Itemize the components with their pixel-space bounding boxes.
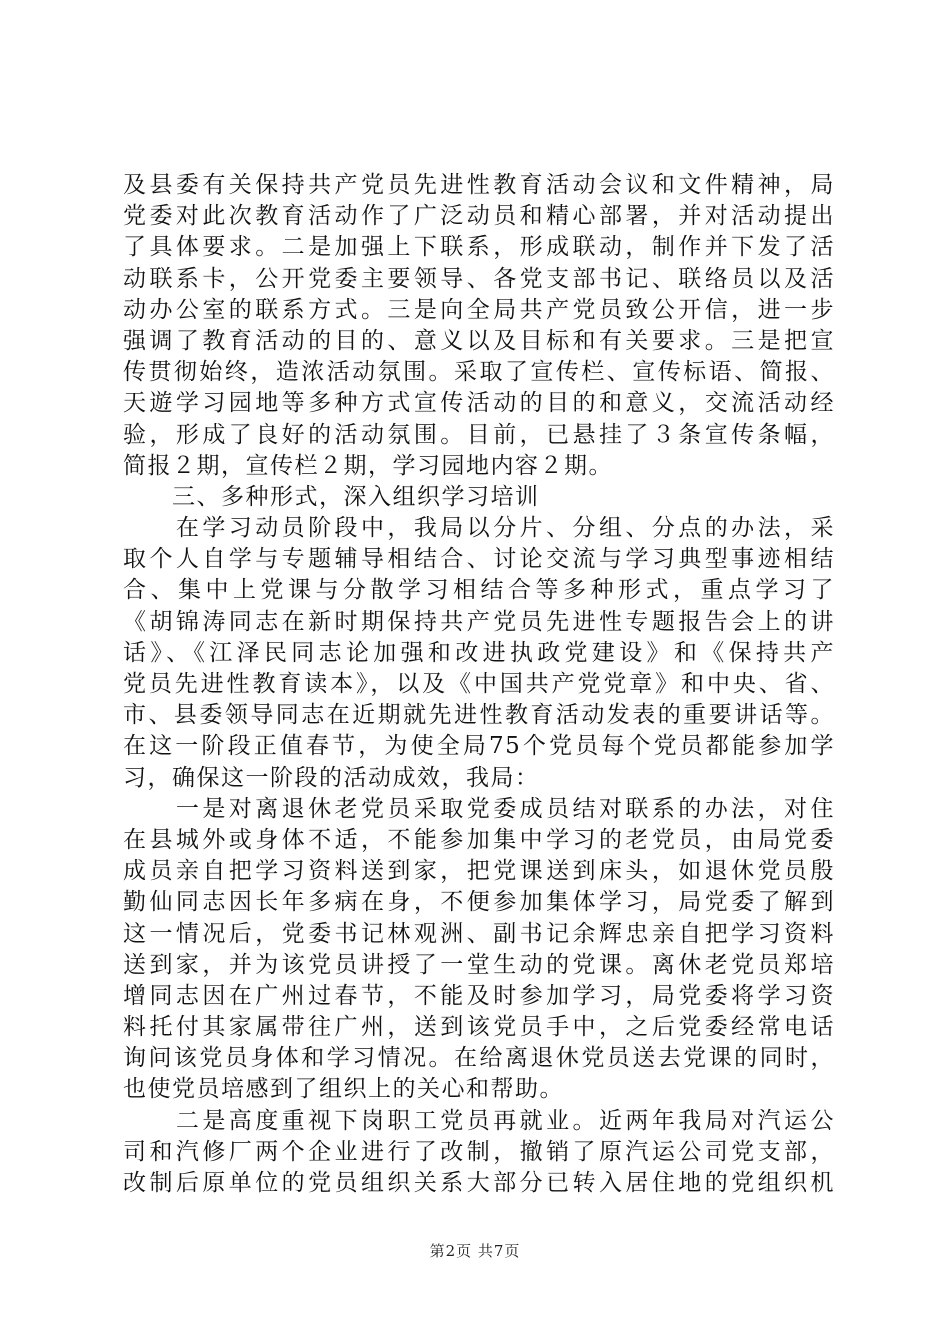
text-line: 这一情况后，党委书记林观洲、副书记余辉忠亲自把学习资料 <box>123 920 835 947</box>
text-line: 党员先进性教育读本》，以及《中国共产党党章》和中央、省、 <box>123 671 835 697</box>
text-line: 取个人自学与专题辅导相结合、讨论交流与学习典型事迹相结 <box>123 546 835 573</box>
text-line: 市、县委领导同志在近期就先进性教育活动发表的重要讲话等。 <box>123 702 835 729</box>
text-line: 勤仙同志因长年多病在身，不便参加集体学习，局党委了解到 <box>123 889 835 916</box>
section-heading: 三、多种形式，深入组织学习培训 <box>123 483 540 510</box>
document-body <box>123 170 835 1199</box>
text-line: 验，形成了良好的活动氛围。目前，已悬挂了３条宣传条幅， <box>123 421 835 448</box>
text-line: 传贯彻始终，造浓活动氛围。采取了宣传栏、宣传标语、简报、 <box>123 359 835 386</box>
text-line: 增同志因在广州过春节，不能及时参加学习，局党委将学习资 <box>123 982 835 1009</box>
text-line: 动办公室的联系方式。三是向全局共产党员致公开信，进一步 <box>123 296 835 323</box>
text-line: 二是高度重视下岗职工党员再就业。近两年我局对汽运公 <box>123 1107 835 1134</box>
text-line: 在学习动员阶段中，我局以分片、分组、分点的办法，采 <box>123 515 835 542</box>
text-line: 天遊学习园地等多种方式宣传活动的目的和意义，交流活动经 <box>123 390 835 417</box>
text-line: 询问该党员身体和学习情况。在给离退休党员送去党课的同时， <box>123 1045 835 1072</box>
text-line: 了具体要求。二是加强上下联系，形成联动，制作并下发了活 <box>123 234 835 261</box>
page-footer: 第2页 共7页 <box>429 1242 521 1260</box>
text-line: 党委对此次教育活动作了广泛动员和精心部署，并对活动提出 <box>123 203 835 230</box>
text-line: 话》、《江泽民同志论加强和改进执政党建设》和《保持共产 <box>123 639 835 666</box>
text-line: 送到家，并为该党员讲授了一堂生动的党课。离休老党员郑培 <box>123 951 835 978</box>
text-line: 成员亲自把学习资料送到家，把党课送到床头，如退休党员殷 <box>123 858 835 885</box>
text-line: 也使党员培感到了组织上的关心和帮助。 <box>123 1076 564 1103</box>
text-line: 《胡锦涛同志在新时期保持共产党员先进性专题报告会上的讲 <box>123 608 835 635</box>
text-line: 动联系卡，公开党委主要领导、各党支部书记、联络员以及活 <box>123 265 835 292</box>
text-line: 在这一阶段正值春节，为使全局75个党员每个党员都能参加学 <box>123 733 835 760</box>
text-line: 强调了教育活动的目的、意义以及目标和有关要求。三是把宣 <box>123 327 835 354</box>
text-line: 在县城外或身体不适，不能参加集中学习的老党员，由局党委 <box>123 826 835 853</box>
text-line: 料托付其家属带往广州，送到该党员手中，之后党委经常电话 <box>123 1014 835 1041</box>
text-line: 一是对离退休老党员采取党委成员结对联系的办法，对住 <box>123 795 835 822</box>
text-line: 合、集中上党课与分散学习相结合等多种形式，重点学习了 <box>123 577 835 604</box>
text-line: 及县委有关保持共产党员先进性教育活动会议和文件精神，局 <box>123 172 835 198</box>
text-line: 改制后原单位的党员组织关系大部分已转入居住地的党组织机 <box>123 1170 835 1196</box>
text-line: 司和汽修厂两个企业进行了改制，撤销了原汽运公司党支部， <box>123 1138 835 1165</box>
text-line: 习，确保这一阶段的活动成效，我局： <box>123 764 540 791</box>
text-line: 简报２期，宣传栏２期，学习园地内容２期。 <box>123 452 613 479</box>
